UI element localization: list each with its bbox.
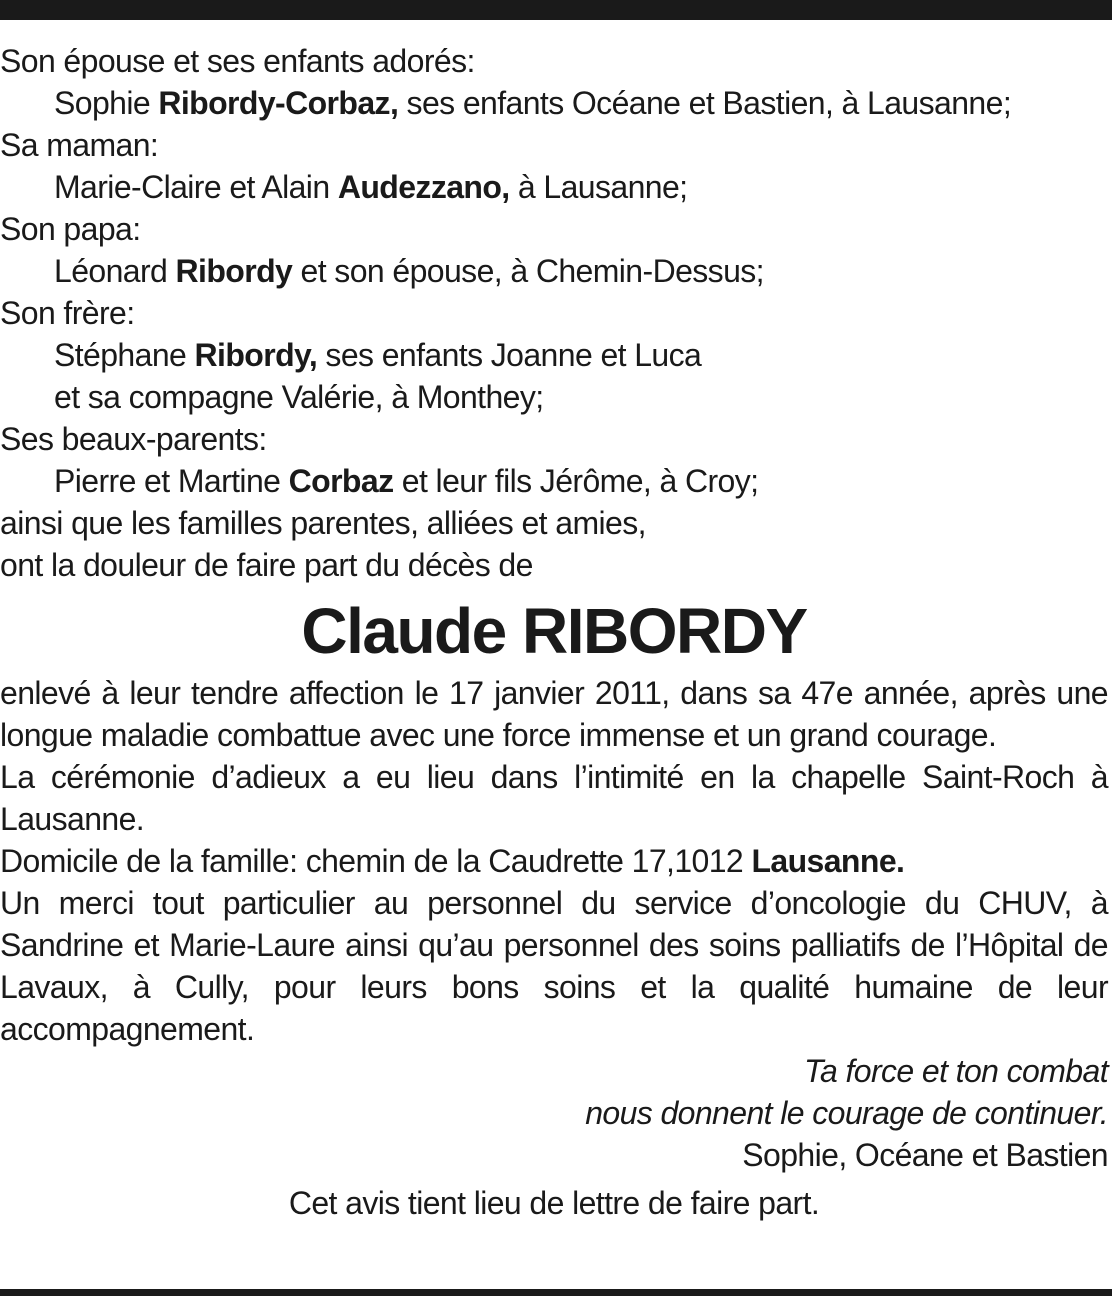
- brother-post: ses enfants Joanne et Luca: [317, 337, 702, 373]
- footer-note: Cet avis tient lieu de lettre de faire part.: [288, 1185, 820, 1221]
- mother-line: [0, 166, 1108, 208]
- body-paragraph-death: enlevé à leur tendre affection le 17 janvier 2011, dans sa 47e année, après une longue maladie combattue avec une force immense et un grand courage.: [0, 675, 1108, 753]
- quote-line-2: nous donnent le courage de continuer.: [585, 1095, 1108, 1131]
- brother-pre: Stéphane: [54, 337, 195, 373]
- mother-pre: Marie-Claire et Alain: [54, 169, 338, 205]
- top-border-rule: [0, 0, 1112, 20]
- quote-signature: Sophie, Océane et Bastien: [742, 1137, 1108, 1173]
- body-paragraph-ceremony: La cérémonie d’adieux a eu lieu dans l’intimité en la chapelle Saint-Roch à Lausanne.: [0, 759, 1108, 837]
- spouse-line: [0, 82, 1108, 124]
- others-line: ainsi que les familles parentes, alliées et amies,: [0, 505, 646, 541]
- mother-heading: Sa maman:: [0, 127, 159, 163]
- brother-name: Ribordy,: [194, 337, 318, 373]
- inlaws-name: Corbaz: [288, 463, 394, 499]
- domicile-city: Lausanne.: [751, 843, 905, 879]
- body-paragraph-domicile: [0, 840, 1108, 882]
- mother-post: à Lausanne;: [509, 169, 688, 205]
- announce-line: ont la douleur de faire part du décès de: [0, 547, 533, 583]
- spouse-heading: Son épouse et ses enfants adorés:: [0, 43, 475, 79]
- quote-line-1: Ta force et ton combat: [803, 1053, 1108, 1089]
- deceased-name: Claude RIBORDY: [301, 595, 807, 667]
- bottom-border-rule: [0, 1289, 1112, 1296]
- inlaws-pre: Pierre et Martine: [54, 463, 289, 499]
- obituary-notice: [0, 40, 1108, 1224]
- inlaws-line: [0, 460, 1108, 502]
- inlaws-post: et leur fils Jérôme, à Croy;: [393, 463, 759, 499]
- spouse-pre: Sophie: [54, 85, 159, 121]
- father-line: [0, 250, 1108, 292]
- father-pre: Léonard: [54, 253, 176, 289]
- father-post: et son épouse, à Chemin-Dessus;: [292, 253, 764, 289]
- father-name: Ribordy: [175, 253, 293, 289]
- inlaws-heading: Ses beaux-parents:: [0, 421, 267, 457]
- spouse-post: ses enfants Océane et Bastien, à Lausanne;: [398, 85, 1012, 121]
- spouse-name: Ribordy-Corbaz,: [158, 85, 399, 121]
- body-paragraph-thanks: Un merci tout particulier au personnel du service d’oncologie du CHUV, à Sandrine et Marie-Laure ainsi qu’au personnel des soins palliatifs de l’Hôpital de Lavaux, à Cully, pour leurs bons soins et la qualité humaine de leur accompagnement.: [0, 885, 1108, 1047]
- father-heading: Son papa:: [0, 211, 141, 247]
- brother-heading: Son frère:: [0, 295, 135, 331]
- domicile-address: Domicile de la famille: chemin de la Caudrette 17,1012: [0, 843, 752, 879]
- mother-name: Audezzano,: [337, 169, 510, 205]
- brother-line-2: et sa compagne Valérie, à Monthey;: [54, 379, 544, 415]
- brother-line: [0, 334, 1108, 376]
